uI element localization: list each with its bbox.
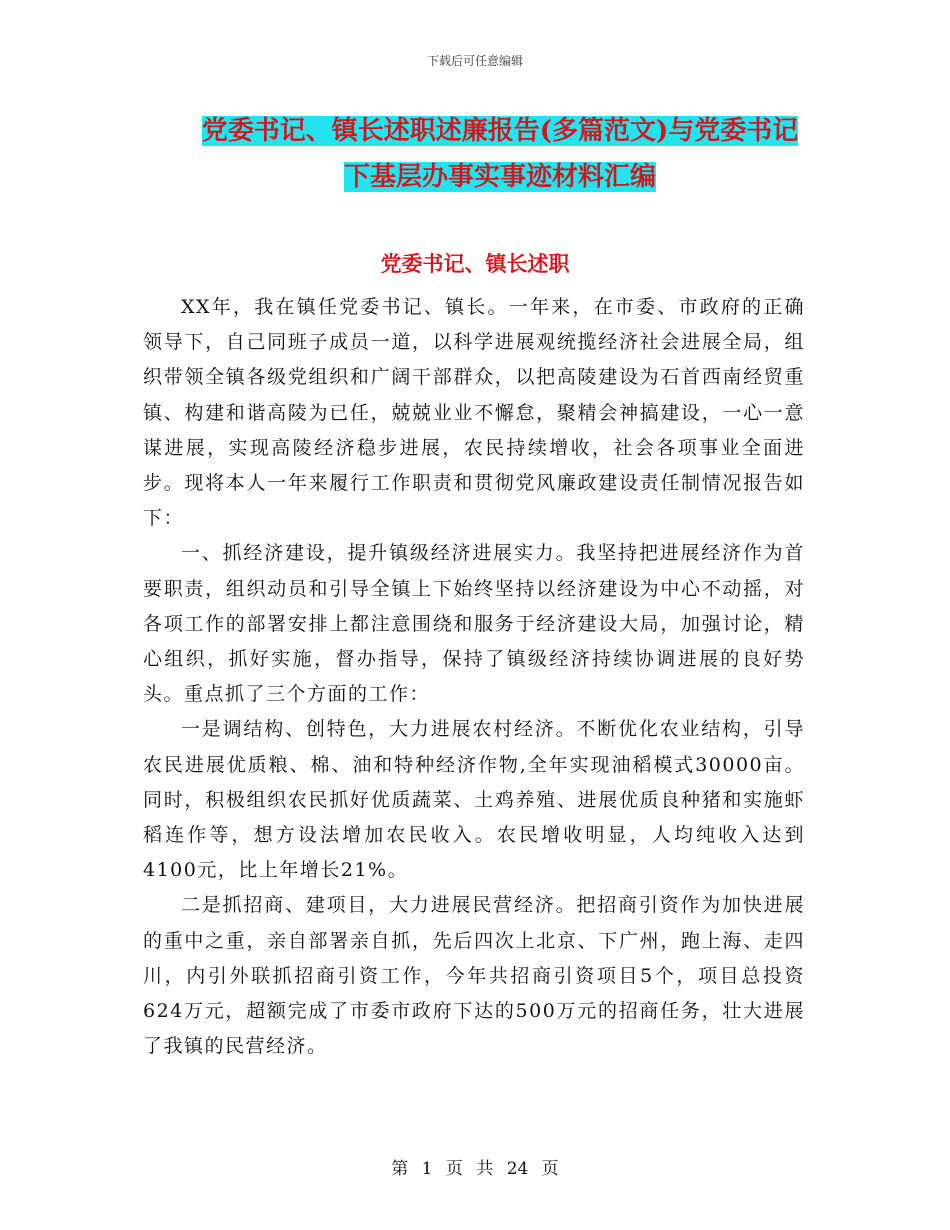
page-header-note: 下载后可任意编辑 (426, 54, 523, 68)
body-paragraph: 一是调结构、创特色，大力进展农村经济。不断优化农业结构，引导农民进展优质粮、棉、油和特种经济作物,全年实现油稻模式30000亩。同时，积极组织农民抓好优质蔬菜、土鸡养殖、进展优质良种猪和实施虾稻连作等，想方设法增加农民收入。农民增收明显，人均纯收入达到4100元，比上年增长21%。 (143, 718, 805, 882)
document-title (120, 108, 880, 200)
section-title: 党委书记、镇长述职 (380, 251, 570, 276)
document-title-line-1: 党委书记、镇长述职述廉报告(多篇范文)与党委书记 (201, 116, 799, 146)
body-paragraph: 一、抓经济建设，提升镇级经济进展实力。我坚持把进展经济作为首要职责，组织动员和引导全镇上下始终坚持以经济建设为中心不动摇，对各项工作的部署安排上都注意围绕和服务于经济建设大局，加强讨论，精心组织，抓好实施，督办指导，保持了镇级经济持续协调进展的良好势头。重点抓了三个方面的工作： (143, 542, 805, 706)
body-paragraph: XX年，我在镇任党委书记、镇长。一年来，在市委、市政府的正确领导下，自己同班子成员一道，以科学进展观统揽经济社会进展全局，组织带领全镇各级党组织和广阔干部群众，以把高陵建设为石首西南经贸重镇、构建和谐高陵为已任，兢兢业业不懈怠，聚精会神搞建设，一心一意谋进展，实现高陵经济稳步进展，农民持续增收，社会各项事业全面进步。现将本人一年来履行工作职责和贯彻党风廉政建设责任制情况报告如下： (143, 296, 805, 530)
document-title-line-2: 下基层办事实事迹材料汇编 (343, 162, 656, 192)
body-paragraph: 二是抓招商、建项目，大力进展民营经济。把招商引资作为加快进展的重中之重，亲自部署亲自抓，先后四次上北京、下广州，跑上海、走四川，内引外联抓招商引资工作，今年共招商引资项目5个，项目总投资624万元，超额完成了市委市政府下达的500万元的招商任务，壮大进展了我镇的民营经济。 (143, 894, 805, 1058)
page-footer-number: 第 1 页 共 24 页 (391, 1159, 559, 1179)
document-body (143, 290, 805, 1064)
